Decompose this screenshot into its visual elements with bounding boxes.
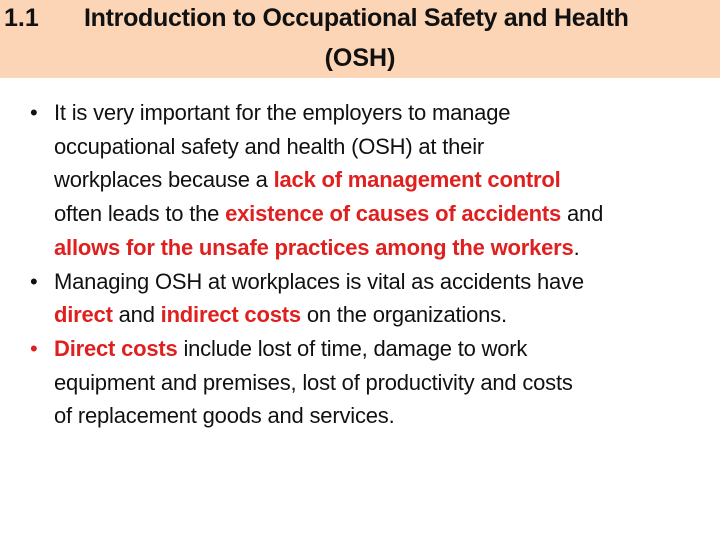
bullet-marker: • [30, 268, 38, 294]
highlighted-text: lack of management control [273, 167, 561, 193]
text-run: often leads to the [54, 201, 226, 227]
bullet-item [30, 265, 720, 332]
bullet-line [54, 399, 720, 433]
text-run: occupational safety and health (OSH) at their [54, 133, 485, 159]
bullet-item [30, 332, 720, 433]
highlighted-text: existence of causes of accidents [225, 201, 562, 227]
text-run: workplaces because a [54, 167, 274, 193]
bullet-line [54, 197, 720, 231]
bullet-list [30, 96, 720, 433]
bullet-line [54, 163, 720, 197]
text-run: on the organizations. [300, 302, 507, 328]
text-run: include lost of time, damage to work [177, 335, 528, 361]
bullet-line [54, 265, 720, 299]
bullet-item [30, 96, 720, 265]
bullet-line [54, 130, 720, 164]
bullet-line [54, 298, 720, 332]
highlighted-text: allows for the unsafe practices among the workers [54, 234, 574, 260]
bullet-marker: • [30, 100, 38, 125]
title-banner [0, 0, 720, 78]
bullet-line [54, 231, 720, 265]
bullet-line [54, 366, 720, 400]
slide-title-line2: (OSH) [324, 44, 396, 72]
text-run: of replacement goods and services. [54, 403, 395, 429]
text-run: and [561, 201, 604, 227]
bullet-line [54, 96, 720, 130]
text-run: and [112, 302, 161, 328]
text-run: Managing OSH at workplaces is vital as accidents have [54, 268, 584, 294]
section-number: 1.1 [4, 4, 39, 32]
highlighted-text: Direct costs [54, 335, 178, 361]
text-run: equipment and premises, lost of productivity and costs [54, 369, 573, 395]
highlighted-text: indirect costs [160, 302, 301, 328]
bullet-marker: • [30, 335, 38, 361]
highlighted-text: direct [54, 302, 113, 328]
text-run: It is very important for the employers to manage [54, 100, 511, 125]
slide-title-line1: Introduction to Occupational Safety and Health [84, 4, 629, 32]
text-run: . [573, 234, 580, 260]
bullet-line [54, 332, 720, 366]
